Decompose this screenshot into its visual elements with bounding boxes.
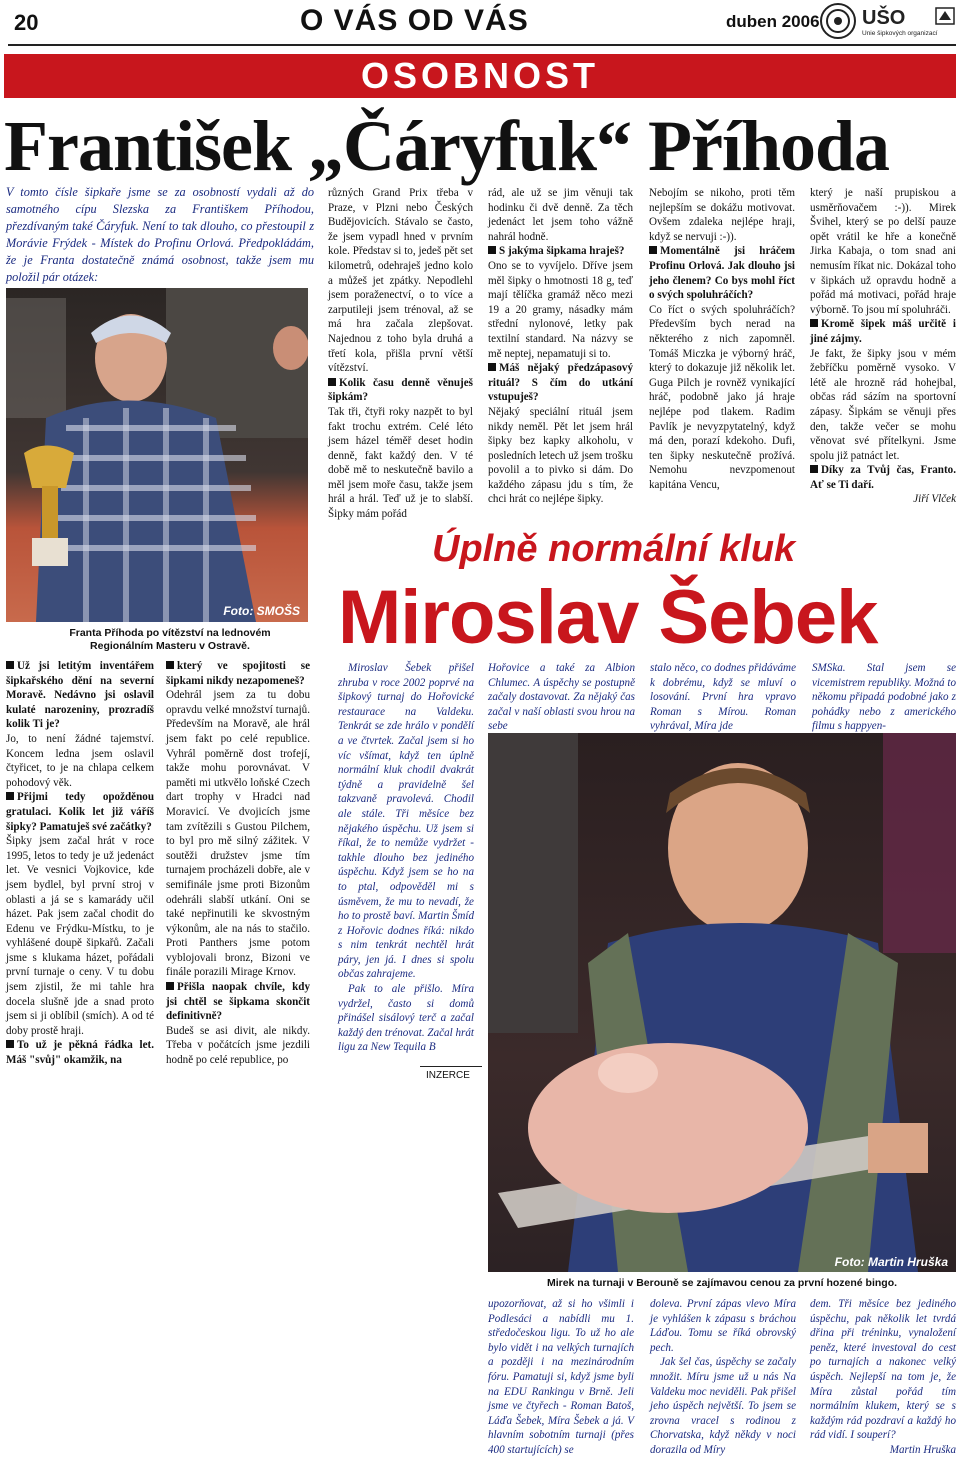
question-text: S jakýma šipkama hraješ? [499,245,625,258]
interview-answer: Co říct o svých spoluhráčích? Především bych nerad na některého z nich zapomněl. Tomáš Miczka je výborný hráč, který to dokazuje již několik let. Guga Pilch je rovněž vynikající hráč, podobně jako já hraje nejlépe pod tlakem. Radim Pavlík je nevyzpytatelný, když má den, porazí kdekoho. Dufi, ten šipky neskutečně prožívá. Nemohu nevzpomenout kapitána Vencu, [649,303,795,491]
interview-answer: Tak tři, čtyři roky nazpět to byl fakt trochu extrém. Celé léto jsem házel téměř deset hodin denně, fakt každý den. V té době mě to neskutečně bavilo a měl jsem moře času, takže jsem hrál a hrál. Teď už je to slabší. Šipky mám pořád [328,405,473,521]
bullet-square-icon [649,246,657,254]
page-number: 20 [14,10,39,35]
bullet-square-icon [6,1040,14,1048]
author-signature: Jiří Vlček [913,493,956,506]
bullet-square-icon [166,982,174,990]
interview-answer: Nebojím se nikoho, proti těm nejlepším se dokážu motivovat. Ovšem zdaleka nejlépe hraji, když se nervuji :-)). [649,187,795,243]
article-column-5 [649,186,795,492]
interview-answer: Jo, to není žádné tajemství. Koncem ledna jsem oslavil čtyřicet, to je na chlapa celkem pohodový věk. [6,732,154,789]
article-column-2 [166,659,310,1068]
photo-caption: Franta Příhoda po vítězství na lednovém Regionálním Masteru v Ostravě. [69,627,271,652]
sebek-column-7 [810,1297,956,1458]
interview-answer: Šipky jsem začal hrát v roce 1995, letos to tedy je už jedenáct let. Ve vesnici Vojkovice, kde jsem bydlel, byl první stroj v oblasti a já se s kamarády učil házet. Pak jsem začal chodit do Edenu ve Frýdku-Místku, to je vyhlášené doupě šipkařů. Začali jsme s klukama házet, pořádali první turnaje o ceny. V tu dobu jsem zjistil, že mi tahle hra docela slušně jde a snad proto jsem si ji oblíbil (smích). A od té doby prostě hraji. [6,835,154,1037]
interview-question [810,463,956,492]
interview-answer: Budeš se asi divit, ale nikdy. Třeba v počátcích jsme jezdili hodně po celé republice, po [166,1024,310,1067]
interview-answer: Odehrál jsem za tu dobu opravdu velké množství turnajů. Především na Moravě, ale hrál jsem fakt po celé republice. Vyhrál poměrně dost trofejí, takže mohu porovnávat. V paměti mi utkvělo loňské Czech dart trophy v Hradci nad Moravicí. Ve dvojicích jsme tam zvítězili s Gustou Pilchem, to byl pro mě silný zážitek. V soutěži družstev jsme tím turnajem procházeli dobře, ale v semifinále jsme proti Bizonům odehráli slabší utkání. Oni se také nepřinutili ke skvostným výkonům, ale na nás to stačilo. Proti Panthers jsme potom vyblojovali bronz, Bizoni ve finále porazili Mirage Krnov. [166,689,310,979]
svg-text:UŠO: UŠO [862,7,906,29]
question-text: Máš nějaký předzápasový rituál? S čím do utkání vstupuješ? [488,362,633,404]
interview-question [649,244,795,302]
issue-date: duben 2006 [726,12,820,31]
article-column-1 [6,659,154,1068]
paragraph: doleva. První zápas vlevo Míra je vyhlášen k zápasu s bráchou Láďou. Tomu se říká obrovský pech. [650,1298,796,1354]
interview-question [166,980,310,1024]
portrait-image [6,288,308,622]
second-article-subtitle: Úplně normální kluk [432,528,796,570]
portrait-image [488,733,956,1272]
article-column-6 [810,186,956,507]
question-text: Díky za Tvůj čas, Franto. Ať se Ti daří. [810,464,956,491]
interview-question [166,659,310,688]
interview-answer: Nějaký speciální rituál jsem nikdy neměl. Pět let jsem hrál šipky bez kapky alkoholu, v posledních letech už jsem trošku povolil a to pivko si dám. Do každého zápasu jdu s tím, že chci hrát co nejlépe šipky. [488,405,633,506]
bullet-square-icon [810,319,818,327]
question-text: Přišla naopak chvíle, kdy jsi chtěl se šipkama skončit definitivně? [166,981,310,1023]
advert-label: INZERCE [426,1070,470,1081]
photo-caption: Mirek na turnaji v Berouně se zajímavou cenou za první hozené bingo. [546,1277,898,1289]
section-title: O VÁS OD VÁS [300,4,529,37]
sebek-column-3: stalo něco, co dodnes přidáváme k dobrému, když se mluví o losování. První hra vpravo Roman s Mírou. Roman vyhrával, Míra jde [650,662,796,733]
question-text: Přijmi tedy opožděnou gratulaci. Kolik let již váříš šipky? Pamatuješ své začátky? [6,791,154,833]
article-title: František „Čáryfuk“ Příhoda [4,106,890,186]
article-column-4 [488,186,633,507]
interview-question [6,1038,154,1067]
bullet-square-icon [6,792,14,800]
question-text: To už je pěkná řádka let. Máš "svůj" okamžik, na [6,1039,154,1067]
sebek-column-2: Hořovice a také za Albion Chlumec. A úspěchy se postupně začaly dostavovat. Za nějaký čas začal v naší oblasti svou hrou na sebe [488,662,635,733]
paragraph: dem. Tři měsíce bez jediného úspěchu, pak několik let tvrdá dřina při tréninku, vynaložení peněz, které investoval do cest po turnajích a nakonec velký úspěch. Nejlepší na tom je, že Míra zůstal pořád tím normálním klukem, který se s každým rád pozdraví a každý ho rád vidí. I souperí? [810,1298,956,1442]
question-text: Už jsi letitým inventářem šipkařského dění na severní Moravě. Nedávno jsi oslavil kulaté narozeniny, prozradíš kolik Ti je? [6,660,154,731]
question-text: který ve spojitosti se šipkami nikdy nezapomeneš? [166,660,310,687]
darts-board-icon [818,2,958,40]
lead-paragraph: V tomto čísle šipkaře jsme se za osobností vydali až do samotného cípu Slezska za Františkem Příhodou, přezdívaným také Čáryfuk. Není to tak dlouho, co přestoupil z Morávie Frýdek - Místek do Profinu Orlová. Předpokládám, že je Franta dostatečně známá osobnost, takže jsem mu položil pár otázek: [6,185,314,284]
svg-text:Unie šipkových organizací: Unie šipkových organizací [862,30,938,37]
interview-answer: rád, ale už se jim věnuji tak hodinku či dvě denně. Za těch jedenáct let jsem toho vážně nahrál hodně. [488,187,633,243]
interview-answer: různých Grand Prix třeba v Praze, v Plzni nebo Českých Budějovicích. Stávalo se často, že jsem vypadl hned v prvním kole. Představ si to, jedeš pět set kilometrů, odehraješ jedno kolo a můžeš jet zpátky. Nepodlehl jsem poraženectví, o to více a zarputileji jsem trénoval, až se má hra začala zlepšovat. Najednou z toho byla druhá a třetí kola, přišla první větší vítězství. [328,187,473,375]
interview-question [488,361,633,405]
second-article-title: Miroslav Šebek [338,575,878,660]
interview-answer: který je naší prupiskou a usměrňovačem :-)). Mirek Švihel, který se po delší pauze opět vrátil ke hře a konečně Jirka Kabaja, o tom snad ani nemusím říkat nic. Dokázal toho v šipkách už opravdu hodně a pořád má motivaci, pořád hraje výborně. To jsou mí spoluhráči. [810,187,956,316]
interview-question [810,317,956,346]
question-text: Kolik času denně věnuješ šipkám? [328,376,473,404]
interview-question [328,376,473,405]
bullet-square-icon [6,661,14,669]
interview-question [6,790,154,834]
photo-sebek [488,733,956,1272]
paragraph: Miroslav Šebek přišel zhruba v roce 2002 poprvé na šipkový turnaj do Hořovické restaurace na Valdeku. Tenkrát se zde hrálo v pondělí a ve čtvrtek. Začal jsem si ho víc všímat, když ten úplně normální kluk chodil dvakrát týdně a pravidelně šel takzvaně pravolevá. Chodil ale stále. Tři měsíce bez nějakého úspěchu. Už jsem si říkal, že to nemůže vydržet - takhle dlouho bez jediného úspěchu. Když jsem se ho na to ptal, odpověděl mi s úsměvem, že mu to nevadí, že ho to prostě baví. Martin Šmíd z Hořovic dodnes říká: nikdo s nim tenkrát nechtěl hrát páry, jen já. I dnes si spolu občas zahrajeme. [338,662,474,981]
interview-answer: Je fakt, že šipky jsou v mém žebříčku poměrně vysoko. V létě ale hrozně rád hohejbal, občas rád sázím na sportovní zápasy. Šipkám se věnuji přes den, takže večer se mohu věnovat své přítelkyni. Jsme spolu již patnáct let. [810,347,956,462]
ad-rule [420,1066,482,1067]
sebek-column-5: upozorňovat, až si ho všimli i Podlesáci a nabídli mu 1. středočeskou ligu. To už ho ale bylo vidět i na velkých turnajích a později i na mezinárodním fóru. Pamatuji si, když jsme byli na EDU Rankingu v Brně. Jeli jsme ve čtyřech - Roman Batoš, Láďa Šebek, Míra Šebek a já. V hlavním sobotním turnaji (přes 400 startujících) se [488,1298,634,1456]
bullet-square-icon [328,378,336,386]
header-rule [8,44,956,46]
sebek-column-4: SMSka. Stal jsem se vicemistrem republiky. Možná to někomu připadá podobné jako z pohádky nebo z amerického filmu s happyen- [812,662,956,733]
sebek-column-6 [650,1297,796,1458]
bullet-square-icon [488,363,496,371]
paragraph: Jak šel čas, úspěchy se začaly množit. Míru jsme už u nás Na Valdeku moc neviděli. Pak přišel jeho úspěch největší. To jsem se zrovna vracel s rodinou z Chorvatska, když někdy v noci dorazila od Míry [650,1356,796,1456]
photo-credit: Foto: SMOŠS [223,604,300,618]
bullet-square-icon [810,465,818,473]
interview-question [488,244,633,259]
photo-credit: Foto: Martin Hruška [834,1255,948,1269]
uso-logo [818,2,958,40]
paragraph: Pak to ale přišlo. Míra vydržel, často si domů přinášel sisálový terč a začal každý den trénovat. Začal hrát ligu za New Tequila B [338,983,474,1054]
sebek-column-1 [338,661,474,1055]
article-column-3 [328,186,473,522]
section-banner: OSOBNOST [4,54,956,98]
bullet-square-icon [488,246,496,254]
interview-answer: Ono se to vyvíjelo. Dříve jsem měl šipky o hmotnosti 18 g, teď mají tělíčka gramáž něco mezi 19 a 20 gramy, násadky mám střední nylonové, letky pak textilní standard. Na názvy se mě neptej, nepamatuji si to. [488,259,633,360]
author-signature: Martin Hruška [889,1443,956,1456]
interview-question [6,659,154,732]
question-text: Momentálně jsi hráčem Profinu Orlová. Jak dlouho jsi jeho členem? Co bys mohl říct o svých spoluhráčích? [649,245,795,302]
bullet-square-icon [166,661,174,669]
question-text: Kromě šipek máš určitě i jiné zájmy. [810,318,956,345]
photo-frantisek [6,288,308,622]
